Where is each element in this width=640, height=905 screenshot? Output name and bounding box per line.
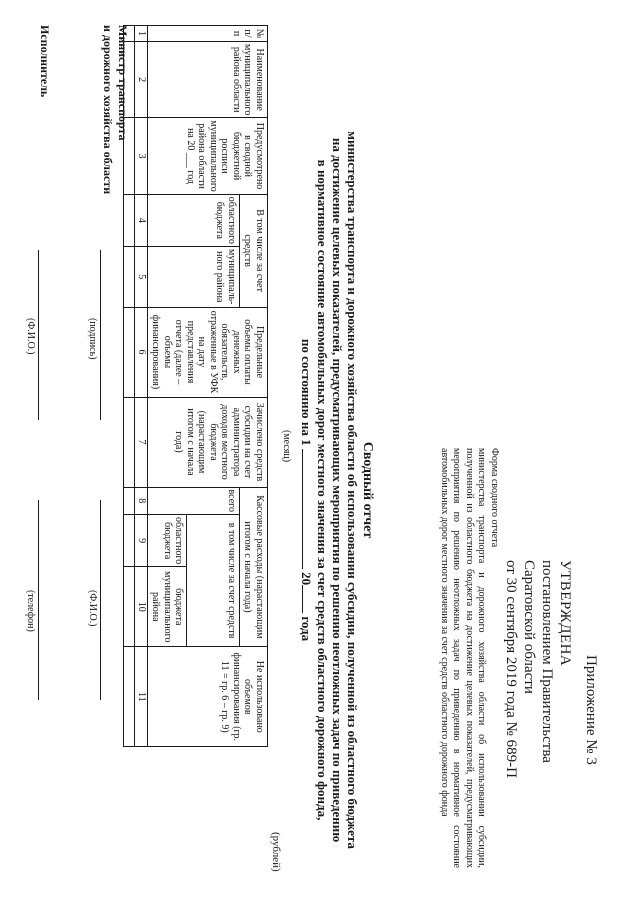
minister-title (100, 25, 130, 194)
form-caption (438, 448, 501, 868)
approved-label: УТВЕРЖДЕНА (557, 560, 573, 667)
report-title-line-1: министерства транспорта и дорожного хозяйства области об использовании субсидии, полученной из областного бюджета (345, 131, 360, 849)
header-col-8-10: Кассовые расходы (нарастающим итогом с начала года) (240, 487, 268, 647)
column-number-row (135, 26, 148, 747)
header-col-2: Наименование муниципального района области (148, 42, 268, 118)
form-caption-title: Форма сводного отчета (489, 448, 500, 548)
minister-fio-hint: (Ф.И.О.) (87, 590, 98, 627)
executor-fio-hint: (Ф.И.О.) (25, 318, 36, 355)
header-col-8: всего (148, 487, 240, 515)
minister-line-1: Министр транспорта (116, 25, 130, 141)
header-col-5: муниципаль-ного района (148, 247, 240, 308)
appendix-number: Приложение № 3 (583, 655, 599, 765)
col-num-8: 8 (135, 487, 148, 515)
unit-label: (рублей) (270, 832, 282, 872)
header-col-4-5: В том числе за счет средств (240, 194, 268, 307)
data-cell (124, 487, 135, 515)
as-of-year: 20 (299, 572, 314, 586)
minister-fio-line (100, 500, 102, 700)
as-of-prefix: по состоянию на 1 (299, 338, 314, 446)
data-cell (124, 567, 135, 647)
col-num-1: 1 (135, 26, 148, 42)
phone-line (38, 500, 40, 700)
col-num-5: 5 (135, 247, 148, 308)
col-num-11: 11 (135, 647, 148, 747)
month-hint: (месяц) (281, 430, 292, 463)
minister-line-2: и дорожного хозяйства области (101, 25, 115, 195)
header-col-10: бюджета муниципального района (148, 567, 188, 647)
report-table (124, 25, 269, 747)
phone-hint: (телефон) (25, 590, 36, 632)
col-num-4: 4 (135, 194, 148, 246)
data-cell (124, 307, 135, 397)
col-num-9: 9 (135, 515, 148, 567)
signature-line (100, 250, 102, 420)
approval-block (502, 560, 600, 880)
header-col-9-10: в том числе за счет средств (187, 515, 240, 647)
header-col-7: Зачислено средств субсидии на счет администратора доходов местного бюджета (нарастающим итогом с начала года) (148, 397, 268, 487)
approval-line-3: от 30 сентября 2019 года № 689-П (503, 560, 519, 778)
month-blank (302, 449, 303, 569)
report-heading: Сводный отчет (360, 441, 375, 539)
header-col-9: областного бюджета (148, 515, 188, 567)
as-of-suffix: года (299, 616, 314, 642)
report-title-line-2: на достижение целевых показателей, предусматривающих мероприятия по решению неотложных задач по приведению (330, 137, 345, 843)
col-num-2: 2 (135, 42, 148, 118)
executor-fio-line (38, 250, 40, 420)
data-cell (124, 194, 135, 246)
col-num-3: 3 (135, 118, 148, 194)
col-num-7: 7 (135, 397, 148, 487)
report-title (299, 110, 375, 870)
header-col-11: Не использовано объемов финансирования (гр. 11 = гр. 6 – гр. 9) (148, 647, 268, 747)
data-cell (124, 397, 135, 487)
approval-line-2: Саратовской области (521, 560, 537, 694)
data-cell (124, 515, 135, 567)
data-cell (124, 647, 135, 747)
executor-label: Исполнитель (38, 25, 52, 98)
report-title-line-3: в нормативное состояние автомобильных дорог местного значения за счет средств областного дорожного фонда, (315, 159, 330, 821)
approval-line-1: постановлением Правительства (539, 560, 555, 763)
data-cell (124, 247, 135, 308)
header-col-6: Предельные объемы оплаты денежных обязательств, отраженные в УФК на дату представления отчета (далее – объемы финансирования) (148, 307, 268, 397)
header-row-1 (240, 26, 268, 747)
header-col-1: № п/п (148, 26, 268, 42)
header-col-3: Предусмотрено в сводной бюджетной росписи муниципального района области на 20 ___ год (148, 118, 268, 194)
col-num-6: 6 (135, 307, 148, 397)
col-num-10: 10 (135, 567, 148, 647)
form-caption-body: министерства транспорта и дорожного хозяйства области об использовании субсидии, полученной из областного бюджета на достижение целевых показателей, предусматривающих мероприятия по решению неотложных задач по приведению в нормативное состояние автомобильных дорог местного значения за счет средств областного дорожного фонда (439, 448, 488, 868)
year-blank (302, 585, 303, 613)
as-of-date (299, 110, 314, 870)
header-col-4: областного бюджета (148, 194, 240, 246)
signature-hint: (подпись) (87, 318, 98, 360)
